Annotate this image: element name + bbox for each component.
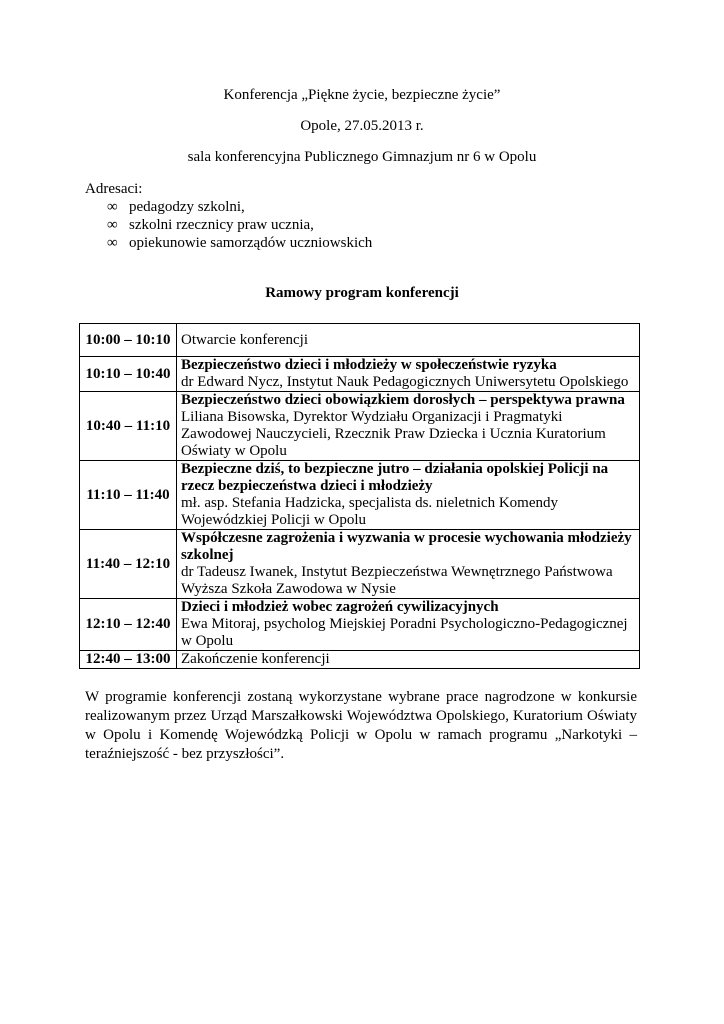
list-item — [107, 198, 372, 216]
talk-title: Dzieci i młodzież wobec zagrożeń cywilizacyjnych — [181, 599, 499, 615]
event-cell — [177, 324, 640, 357]
event-cell — [177, 392, 640, 461]
table-row — [80, 324, 640, 357]
table-row — [80, 461, 640, 530]
list-item — [107, 216, 372, 234]
recipients-list — [85, 198, 372, 252]
event-cell — [177, 651, 640, 669]
table-row — [80, 530, 640, 599]
event-cell — [177, 599, 640, 651]
talk-title: Bezpieczeństwo dzieci i młodzieży w społeczeństwie ryzyka — [181, 357, 557, 373]
event-cell — [177, 357, 640, 392]
event-text: Otwarcie konferencji — [181, 331, 309, 348]
time-cell: 10:10 – 10:40 — [80, 357, 177, 392]
recipients-label: Adresaci: — [85, 181, 143, 197]
time-cell: 12:40 – 13:00 — [80, 651, 177, 669]
time-cell: 11:40 – 12:10 — [80, 530, 177, 599]
recipient-text: pedagodzy szkolni, — [129, 199, 245, 215]
closing-note: W programie konferencji zostaną wykorzystane wybrane prace nagrodzone w konkursie realizowanym przez Urząd Marszałkowski Województwa Opolskiego, Kuratorium Oświaty w Opolu i Komendę Wojewódzką Policji w Opolu w ramach programu „Narkotyki – teraźniejszość - bez przyszłości”. — [85, 689, 637, 762]
schedule-table — [79, 323, 640, 669]
talk-speaker: Liliana Bisowska, Dyrektor Wydziału Organizacji i Pragmatyki Zawodowej Nauczycieli, Rzecznik Praw Dziecka i Ucznia Kuratorium Oświaty w Opolu — [181, 409, 606, 459]
talk-title: Współczesne zagrożenia i wyzwania w procesie wychowania młodzieży szkolnej — [181, 530, 632, 563]
recipient-text: szkolni rzecznicy praw ucznia, — [129, 217, 314, 233]
list-item — [107, 234, 372, 252]
table-row — [80, 357, 640, 392]
table-row — [80, 392, 640, 461]
time-cell: 10:40 – 11:10 — [80, 392, 177, 461]
place-date: Opole, 27.05.2013 r. — [300, 118, 424, 134]
event-cell — [177, 530, 640, 599]
time-cell: 10:00 – 10:10 — [80, 324, 177, 357]
venue: sala konferencyjna Publicznego Gimnazjum nr 6 w Opolu — [187, 149, 537, 165]
time-cell: 12:10 – 12:40 — [80, 599, 177, 651]
infinity-bullet-icon: ∞ — [107, 217, 118, 233]
time-cell: 11:10 – 11:40 — [80, 461, 177, 530]
program-heading: Ramowy program konferencji — [265, 285, 459, 301]
table-row — [80, 599, 640, 651]
infinity-bullet-icon: ∞ — [107, 235, 118, 251]
talk-speaker: dr Tadeusz Iwanek, Instytut Bezpieczeństwa Wewnętrznego Państwowa Wyższa Szkoła Zawodowa w Nysie — [181, 564, 613, 597]
talk-speaker: mł. asp. Stefania Hadzicka, specjalista ds. nieletnich Komendy Wojewódzkiej Policji w Opolu — [181, 495, 558, 528]
infinity-bullet-icon: ∞ — [107, 199, 118, 215]
table-row — [80, 651, 640, 669]
event-text: Zakończenie konferencji — [181, 651, 330, 667]
talk-title: Bezpieczne dziś, to bezpieczne jutro – działania opolskiej Policji na rzecz bezpieczeństwa dzieci i młodzieży — [181, 461, 609, 494]
conference-title: Konferencja „Piękne życie, bezpieczne życie” — [223, 87, 501, 103]
talk-title: Bezpieczeństwo dzieci obowiązkiem dorosłych – perspektywa prawna — [181, 392, 625, 408]
event-cell — [177, 461, 640, 530]
recipient-text: opiekunowie samorządów uczniowskich — [129, 235, 373, 251]
talk-speaker: Ewa Mitoraj, psycholog Miejskiej Poradni Psychologiczno-Pedagogicznej w Opolu — [181, 616, 628, 649]
talk-speaker: dr Edward Nycz, Instytut Nauk Pedagogicznych Uniwersytetu Opolskiego — [181, 374, 629, 390]
recipients-section — [85, 180, 372, 252]
